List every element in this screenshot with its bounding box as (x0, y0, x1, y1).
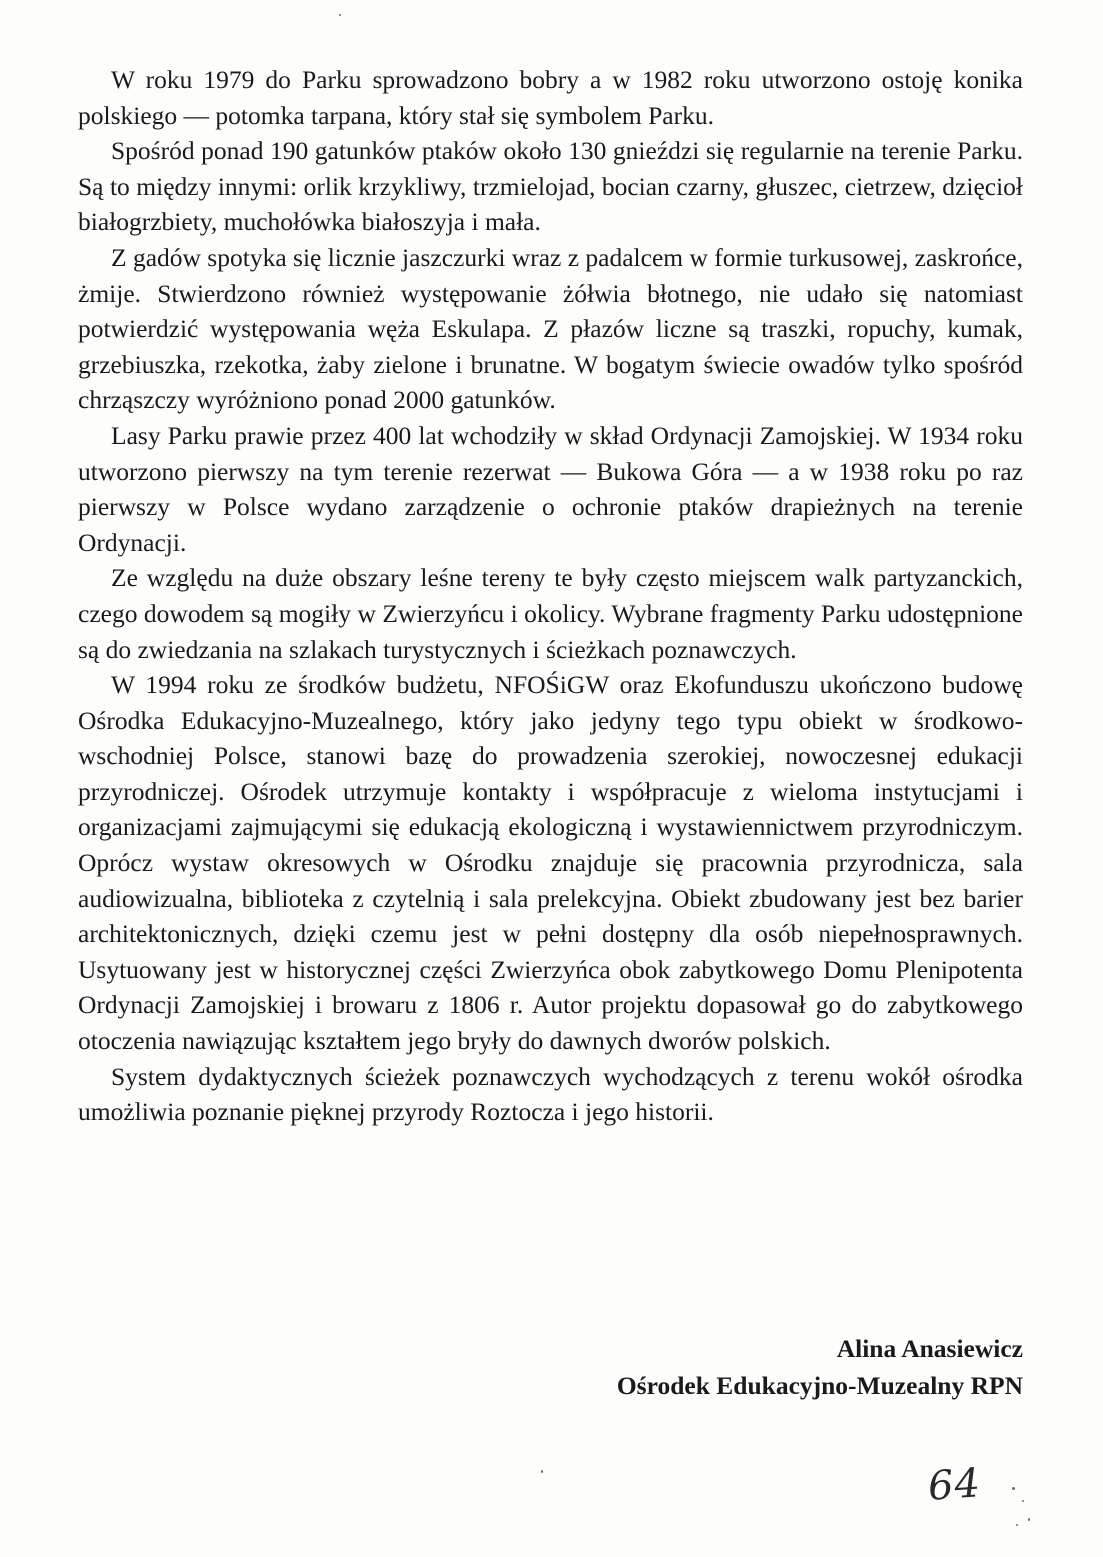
handwritten-page-number: 64 (926, 1460, 983, 1510)
scan-speck (1028, 1518, 1030, 1521)
body-text (78, 62, 1023, 1130)
signature-block (617, 1330, 1023, 1404)
scan-speck (541, 1470, 543, 1473)
paragraph-education-center: W 1994 roku ze środków budżetu, NFOŚiGW oraz Ekofunduszu ukończono budowę Ośrodka Edukacyjno-Muzealnego, który jako jedyny tego typu obiekt w środkowo-wschodniej Polsce, stanowi bazę do prowadzenia szerokiej, nowoczesnej edukacji przyrodniczej. Ośrodek utrzymuje kontakty i współpracuje z wieloma instytucjami i organizacjami zajmującymi się edukacją ekologiczną i wystawiennictwem przyrodniczym. Oprócz wystaw okresowych w Ośrodku znajduje się pracownia przyrodnicza, sala audiowizualna, biblioteka z czytelnią i sala prelekcyjna. Obiekt zbudowany jest bez barier architektonicznych, dzięki czemu jest w pełni dostępny dla osób niepełnosprawnych. Usytuowany jest w historycznej części Zwierzyńca obok zabytkowego Domu Plenipotenta Ordynacji Zamojskiej i browaru z 1806 r. Autor projektu dopasował go do zabytkowego otoczenia nawiązując kształtem jego bryły do dawnych dworów polskich. (78, 670, 1023, 1056)
scan-speck (339, 14, 341, 16)
paragraph-forest-history: Lasy Parku prawie przez 400 lat wchodziły w skład Ordynacji Zamojskiej. W 1934 roku utworzono pierwszy na tym terenie rezerwat — Bukowa Góra — a w 1938 roku po raz pierwszy w Polsce wydano zarządzenie o ochronie ptaków drapieżnych na terenie Ordynacji. (78, 420, 1023, 557)
paragraph-reptiles-amphibians: Z gadów spotyka się licznie jaszczurki wraz z padalcem w formie turkusowej, zaskrońce, żmije. Stwierdzono również występowanie żółwia błotnego, nie udało się natomiast potwierdzić występowania węża Eskulapa. Z płazów liczne są traszki, ropuchy, kumak, grzebiuszka, rzekotka, żaby zielone i brunatne. W bogatym świecie owadów tylko spośród chrząszczy wyróżniono ponad 2000 gatunków. (78, 242, 1023, 415)
paragraph-educational-paths: System dydaktycznych ścieżek poznawczych wychodzących z terenu wokół ośrodka umożliwia poznanie pięknej przyrody Roztocza i jego historii. (78, 1061, 1023, 1127)
signature-author: Alina Anasiewicz (836, 1334, 1023, 1363)
paragraph-partisans-trails: Ze względu na duże obszary leśne tereny te były często miejscem walk partyzanckich, czego dowodem są mogiły w Zwierzyńcu i okolicy. Wybrane fragmenty Parku udostępnione są do zwiedzania na szlakach turystycznych i ścieżkach poznawczych. (78, 563, 1023, 664)
scan-speck (1016, 1524, 1018, 1526)
scan-speck (1022, 1500, 1024, 1502)
scan-speck (1012, 1487, 1015, 1490)
paragraph-birds: Spośród ponad 190 gatunków ptaków około 130 gnieździ się regularnie na terenie Parku. Są to między innymi: orlik krzykliwy, trzmielojad, bocian czarny, głuszec, cietrzew, dzięcioł białogrzbiety, muchołówka białoszyja i mała. (78, 136, 1023, 237)
paragraph-beavers-konik: W roku 1979 do Parku sprowadzono bobry a w 1982 roku utworzono ostoję konika polskiego — potomka tarpana, który stał się symbolem Parku. (78, 65, 1023, 130)
signature-institution: Ośrodek Edukacyjno-Muzealny RPN (616, 1371, 1023, 1400)
